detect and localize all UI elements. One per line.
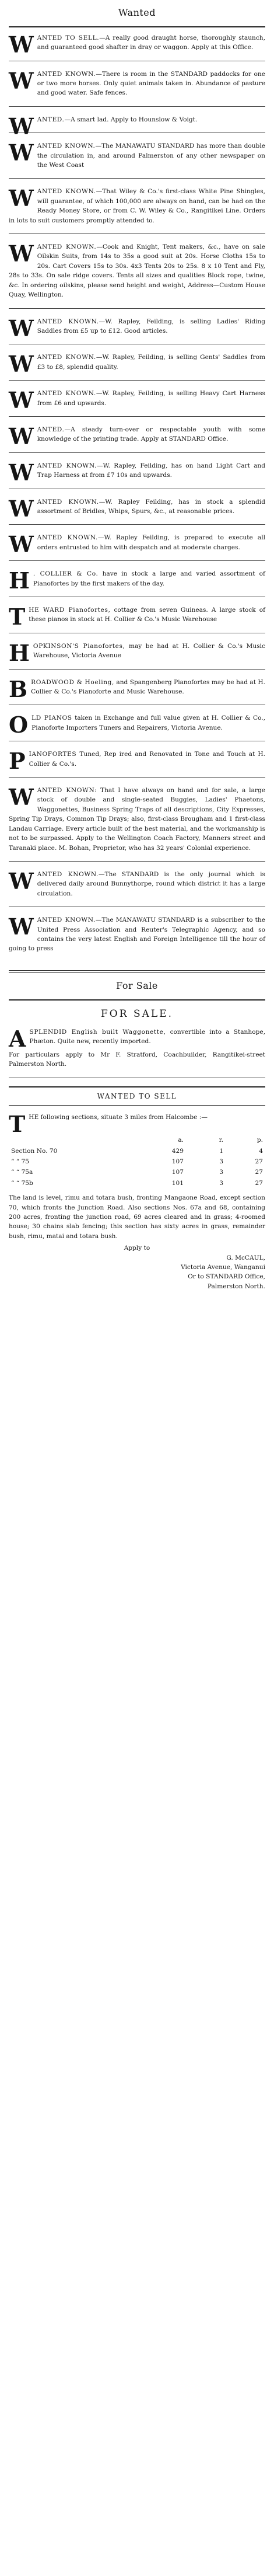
classified-ad xyxy=(9,675,265,706)
classified-ad xyxy=(9,605,265,633)
ad-lead: ANTED KNOWN. xyxy=(37,354,96,361)
drop-cap: W xyxy=(9,67,34,94)
ad-body: The land is level, rimu and totara bush, fronting Mangaone Road, except section 70, which fronts the Junction Road. Also sections Nos. 67a and 68, containing 200 acres, fronting the junction road, 69 acres cleared and in grass; 4-roomed house; 30 chains slab fencing; this section has sixty acres in grass, remainder bush, rimu, matai and totara bush. xyxy=(9,1194,265,1240)
ad-lead: ANTED KNOWN. xyxy=(37,534,98,542)
roods: 1 xyxy=(219,1147,223,1155)
header-acres: a. xyxy=(178,1137,184,1144)
ad-body: may be had at H. Collier & Co.'s Music Warehouse, Victoria Avenue xyxy=(33,642,265,660)
sections-header-row xyxy=(9,1135,265,1145)
drop-cap: W xyxy=(9,315,34,341)
roods: 3 xyxy=(219,1179,223,1187)
ad-lead: ANTED. xyxy=(37,426,65,433)
ad-body: and Spangenberg Pianofortes may be had at H. Collier & Co.'s Pianoforte and Music Warehouse. xyxy=(31,678,265,696)
header-roods: r. xyxy=(219,1137,223,1144)
ad-lead: ROADWOOD & Hoeling, xyxy=(31,678,114,686)
drop-cap: W xyxy=(9,531,34,558)
ad-body: —W. Rapley, Feilding, is selling Heavy Cart Harness from £6 and upwards. xyxy=(37,390,265,407)
drop-cap: W xyxy=(9,240,34,267)
section-label: “ “ 75 xyxy=(11,1158,30,1165)
sections-table xyxy=(9,1135,265,1188)
ad-note: For particulars apply to Mr F. Stratford, Coachbuilder, Rangitikei-street Palmerston North. xyxy=(9,1051,265,1068)
drop-cap: W xyxy=(9,113,34,140)
ad-lead: ANTED KNOWN. xyxy=(37,462,97,469)
section-label: “ “ 75a xyxy=(11,1169,33,1176)
ad-lead: ANTED KNOWN. xyxy=(37,870,99,878)
ad-body: convertible into a Stanhope, Phæton. Quite new, recently imported. xyxy=(29,1028,266,1045)
section-heading-wanted: Wanted xyxy=(118,7,156,18)
drop-cap: A xyxy=(9,1025,26,1052)
acres: 429 xyxy=(171,1147,184,1155)
ad-body: —W. Rapley, Feilding, is selling Ladies' Riding Saddles from £5 up to £12. Good articles. xyxy=(37,318,266,334)
perches: 27 xyxy=(255,1169,263,1176)
roods: 3 xyxy=(219,1158,223,1165)
ad-body: —W. Rapley, Feilding, has on hand Light Cart and Trap Harness at from £7 10s and upwards. xyxy=(37,462,266,479)
table-row xyxy=(9,1146,265,1156)
classified-ad xyxy=(9,425,265,453)
ad-body: That I have always on hand and for sale, a large stock of double and single-seated Buggies, Ladies' Phaetons, Waggonettes, Business Spring Traps of all descriptions, City Expresses, Spring Tip Drays, Common Tip Drays; also, first-class Brougham and 1 first-class Landau Carriage. Every article built of the best material, and the workmanship is not to be surpassed. Apply to the Wellington Coach Factory, Manners street and Taranaki place. M. Bohan, Proprietor, who has 32 years' Colonial experience. xyxy=(9,787,265,852)
ad-lead: ANTED KNOWN. xyxy=(37,243,97,251)
classified-ad xyxy=(9,639,265,670)
ad-body: cottage from seven Guineas. A large stock of these pianos in stock at H. Collier & Co.'s Music Warehouse xyxy=(29,606,265,623)
drop-cap: W xyxy=(9,31,34,58)
ad-intro: HE following sections, situate 3 miles from Halcombe :— xyxy=(29,1114,208,1121)
ad-lead: ANTED KNOWN. xyxy=(37,142,96,150)
section-label: Section No. 70 xyxy=(11,1147,58,1155)
for-sale-title: FOR SALE. xyxy=(101,1008,173,1020)
roods: 3 xyxy=(219,1169,223,1176)
drop-cap: W xyxy=(9,387,34,414)
classified-ad xyxy=(9,497,265,525)
address-line: Victoria Avenue, Wanganui xyxy=(181,1264,265,1271)
ad-lead: SPLENDID English built Waggonette, xyxy=(29,1028,166,1036)
ad-lead: ANTED KNOWN. xyxy=(37,498,99,506)
classified-ad xyxy=(9,915,265,962)
drop-cap: B xyxy=(9,675,28,702)
drop-cap: T xyxy=(9,604,26,630)
perches: 27 xyxy=(255,1179,263,1187)
classified-ad xyxy=(9,242,265,308)
apply-label: Apply to xyxy=(124,1245,150,1252)
wanted-to-sell-heading: WANTED TO SELL xyxy=(9,1086,265,1106)
acres: 101 xyxy=(171,1179,184,1187)
classified-ad xyxy=(9,750,265,778)
signature: G. McCAUL, xyxy=(226,1254,265,1261)
ad-lead: LD PIANOS xyxy=(31,714,72,722)
ad-lead: ANTED KNOWN: xyxy=(37,787,97,794)
ad-lead: OPKINSON'S Pianofortes, xyxy=(33,642,125,650)
classified-ad xyxy=(9,461,265,489)
header-perches: p. xyxy=(257,1137,263,1144)
ad-lead: ANTED KNOWN. xyxy=(37,390,96,398)
classified-ad xyxy=(9,713,265,741)
drop-cap: W xyxy=(9,867,34,894)
ad-body: —The STANDARD is the only journal which is delivered daily around Bunnythorpe, round which district it has a large circulation. xyxy=(37,870,265,897)
drop-cap: P xyxy=(9,748,26,775)
ad-body: taken in Exchange and full value given at H. Collier & Co., Pianoforte Importers Tuners and Repairers, Victoria Avenue. xyxy=(31,714,265,731)
ad-lead: ANTED TO SELL. xyxy=(37,34,100,41)
ad-lead: ANTED KNOWN. xyxy=(37,70,96,78)
drop-cap: W xyxy=(9,459,34,486)
ads-list xyxy=(9,33,265,962)
ad-body: —A smart lad. Apply to Hounslow & Voigt. xyxy=(64,116,198,123)
ad-body: —A really good draught horse, thoroughly staunch, and guaranteed good shafter in dray or waggon. Apply at this Office. xyxy=(37,34,265,51)
classified-ad xyxy=(9,113,265,140)
ad-body: —A steady turn-over or respectable youth with some knowledge of the printing trade. Apply at STANDARD Office. xyxy=(37,426,265,443)
classified-ad xyxy=(9,33,265,61)
classified-ad xyxy=(9,187,265,234)
ad-body: —That Wiley & Co.'s first-class White Pine Shingles, will guarantee, of which 100,000 are always on hand, can be had on the Ready Money Store, or from C. W. Wiley & Co., Rangitikei Line. Orders in lots to suit customers promptly attended to. xyxy=(9,188,265,224)
drop-cap: O xyxy=(9,712,29,738)
table-row xyxy=(9,1156,265,1167)
classified-ad xyxy=(9,786,265,862)
heading-rule xyxy=(9,999,265,1001)
ad-body: —W. Rapley Feilding, is prepared to execute all orders entrusted to him with despatch and at moderate charges. xyxy=(37,534,265,551)
section-label: “ “ 75b xyxy=(11,1179,33,1187)
classified-ad xyxy=(9,389,265,417)
ad-lead: IANOFORTES xyxy=(29,751,77,758)
drop-cap: W xyxy=(9,140,34,166)
table-row xyxy=(9,1167,265,1177)
drop-cap: T xyxy=(9,1111,26,1138)
classified-ad xyxy=(9,867,265,907)
ad-body: —There is room in the STANDARD paddocks for one or two more horses. Only quiet animals taken in. Abundance of pasture and good water. Safe fences. xyxy=(37,70,265,97)
classified-ad xyxy=(9,141,265,179)
drop-cap: W xyxy=(9,351,34,378)
perches: 27 xyxy=(255,1158,263,1165)
classified-ad xyxy=(9,533,265,561)
newspaper-column xyxy=(9,0,265,1299)
address-line: Or to STANDARD Office, xyxy=(188,1273,265,1281)
ad-body: Tuned, Rep ired and Renovated in Tone and Touch at H. Collier & Co.'s. xyxy=(29,751,265,768)
ad-body: —The MANAWATU STANDARD is a subscriber to the United Press Association and Reuter's Telegraphic Agency, and so contains the very latest English and Foreign Intelligence till the hour of going to press xyxy=(9,916,266,953)
ad-body: —W. Rapley Feilding, has in stock a splendid assortment of Bridles, Whips, Spurs, &c., at reasonable prices. xyxy=(37,498,265,515)
land-sale-ad xyxy=(9,1113,265,1299)
address-line: Palmerston North. xyxy=(207,1282,265,1290)
classified-ad xyxy=(9,317,265,345)
perches: 4 xyxy=(259,1147,263,1155)
ad-lead: ANTED KNOWN. xyxy=(37,916,96,924)
drop-cap: W xyxy=(9,423,34,449)
section-divider xyxy=(9,970,265,973)
classified-ad xyxy=(9,569,265,597)
ad-body: —The MANAWATU STANDARD has more than double the circulation in, and around Palmerston of any other newspaper on the West Coast xyxy=(37,142,265,169)
classified-ad xyxy=(9,353,265,381)
drop-cap: W xyxy=(9,185,34,212)
drop-cap: W xyxy=(9,914,34,940)
acres: 107 xyxy=(171,1158,184,1165)
ad-lead: . COLLIER & Co. xyxy=(33,570,99,578)
ad-body: —W. Rapley, Feilding, is selling Gents' Saddles from £3 to £8, splendid quality. xyxy=(37,354,265,371)
sale-ad xyxy=(9,1027,265,1078)
drop-cap: W xyxy=(9,495,34,522)
ad-lead: ANTED. xyxy=(37,116,65,123)
ad-lead: ANTED KNOWN. xyxy=(37,188,96,196)
acres: 107 xyxy=(171,1169,184,1176)
ad-lead: ANTED KNOWN. xyxy=(37,318,99,325)
drop-cap: H xyxy=(9,567,30,594)
ad-body: —Cook and Knight, Tent makers, &c., have on sale Oilskin Suits, from 14s to 35s a good suit at 20s. Horse Cloths 15s to 20s. Cart Covers 15s to 30s. 4x3 Tents 20s to 25s. 8 x 10 Tent and Fly, 28s to 33s. On sale ridge covers. Tents all sizes and qualities Block rope, twine, &c. In ordering oilskins, please send height and weight, Address—Custom House Quay, Wellington. xyxy=(9,243,265,299)
classified-ad xyxy=(9,69,265,107)
section-heading-for-sale: For Sale xyxy=(116,979,158,991)
table-row xyxy=(9,1178,265,1188)
drop-cap: H xyxy=(9,639,30,666)
drop-cap: W xyxy=(9,784,34,811)
ad-lead: HE WARD Pianofortes, xyxy=(29,606,111,614)
ad-body: have in stock a large and varied assortment of Pianofortes by the first makers of the day. xyxy=(33,570,265,587)
heading-rule xyxy=(9,26,265,27)
